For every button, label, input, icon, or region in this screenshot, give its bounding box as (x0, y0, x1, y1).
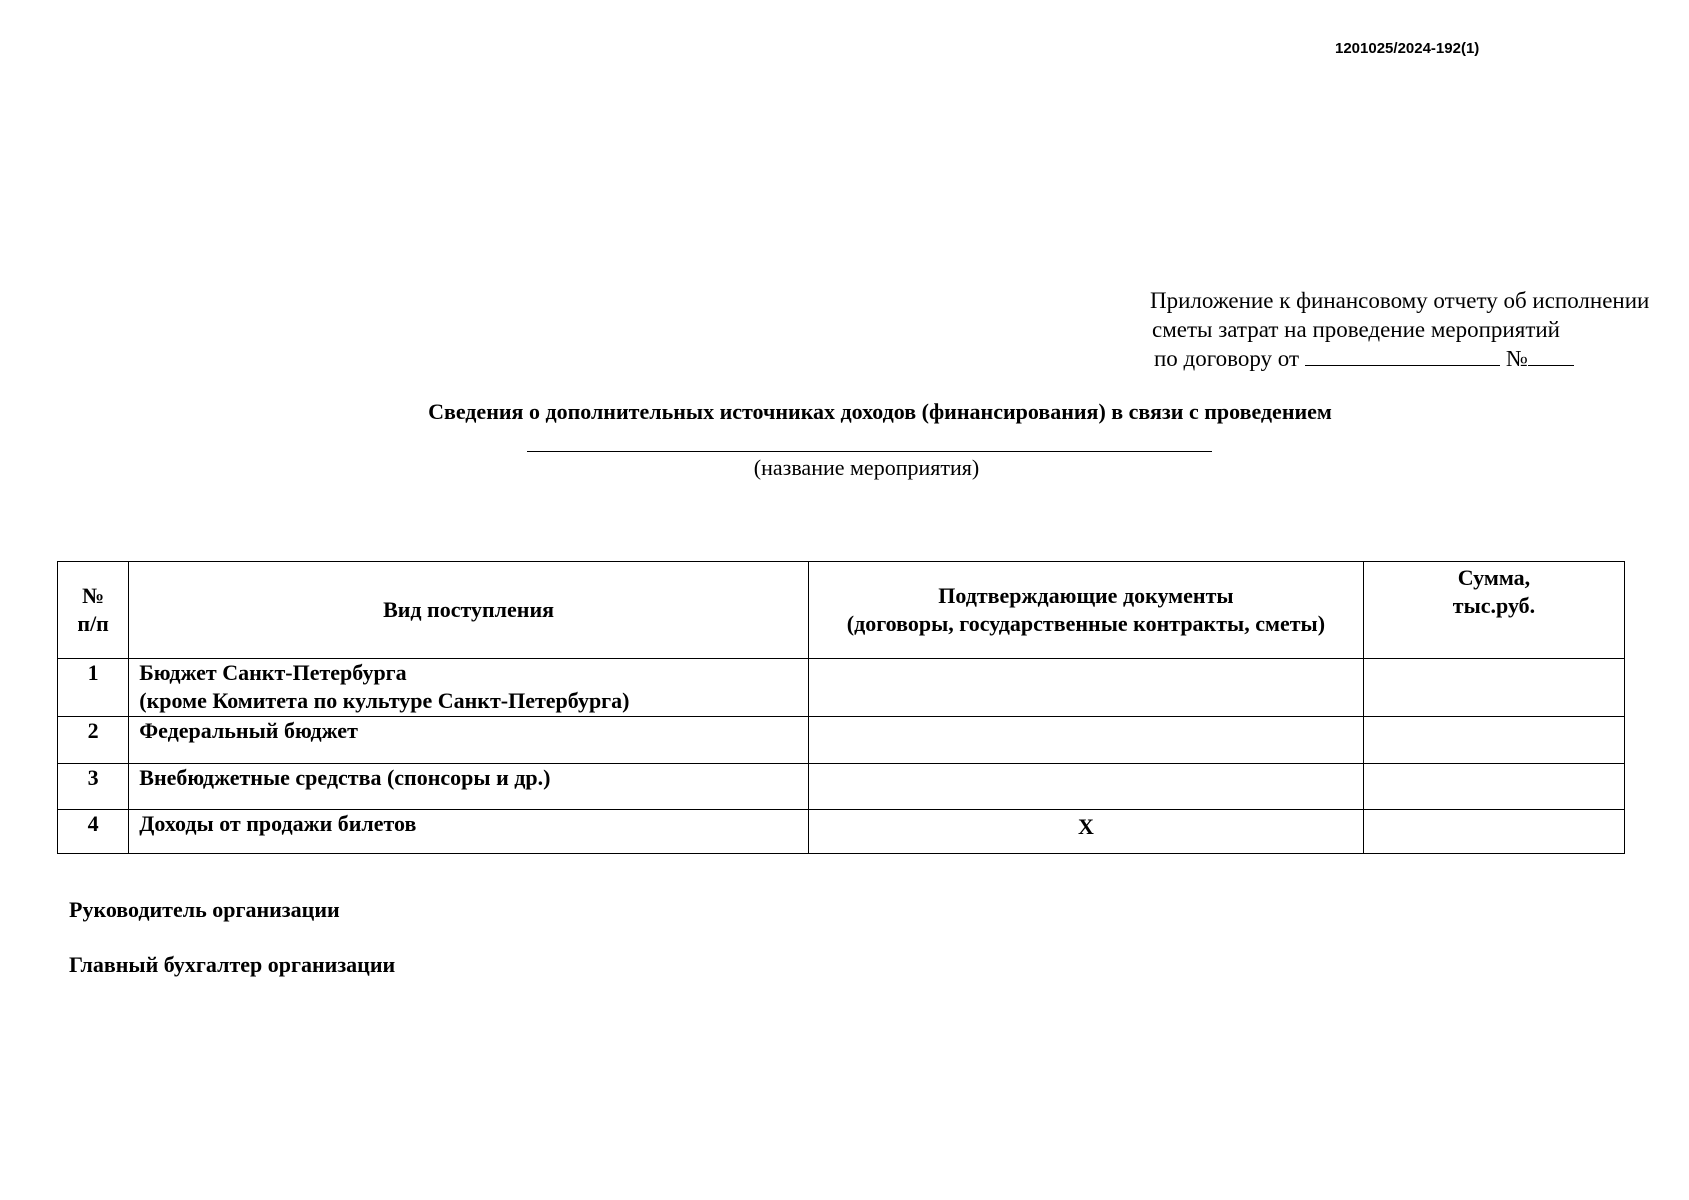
row-documents (808, 764, 1363, 810)
row-income-type (129, 717, 809, 764)
signature-chief-accountant: Главный бухгалтер организации (69, 952, 396, 977)
row-income-type-line-1: Доходы от продажи билетов (139, 811, 417, 836)
row-income-type (129, 764, 809, 810)
row-number: 4 (58, 810, 129, 854)
table-row (58, 810, 1625, 854)
table-row (58, 764, 1625, 810)
header-documents-line-1: Подтверждающие документы (938, 583, 1234, 608)
row-income-type-line-2: (кроме Комитета по культуре Санкт-Петербурга) (139, 688, 630, 713)
number-sign: № (1506, 346, 1528, 371)
row-sum (1363, 764, 1624, 810)
header-number-line-1: № (82, 583, 105, 608)
table-row (58, 717, 1625, 764)
row-number: 2 (58, 717, 129, 764)
header-sum-line-2: тыс.руб. (1452, 593, 1536, 618)
row-documents: Х (808, 810, 1363, 854)
row-sum (1363, 717, 1624, 764)
row-sum (1363, 659, 1624, 717)
appendix-line-2: сметы затрат на проведение мероприятий (1152, 317, 1560, 342)
document-id: 1201025/2024-192(1) (1335, 40, 1480, 57)
row-documents (808, 659, 1363, 717)
header-sum-line-1: Сумма, (1457, 565, 1531, 590)
appendix-line-3 (1150, 344, 1649, 373)
row-number: 3 (58, 764, 129, 810)
row-documents (808, 717, 1363, 764)
row-income-type-line-1: Федеральный бюджет (139, 718, 358, 743)
contract-number-blank (1528, 345, 1574, 366)
row-number: 1 (58, 659, 129, 717)
row-income-type (129, 659, 809, 717)
table-row (58, 659, 1625, 717)
header-number-line-2: п/п (77, 611, 109, 636)
event-name-caption: (название мероприятия) (753, 455, 980, 480)
appendix-note (1150, 286, 1649, 373)
header-documents (808, 562, 1363, 659)
header-sum (1363, 562, 1624, 659)
row-income-type (129, 810, 809, 854)
row-income-type-line-1: Бюджет Санкт-Петербурга (139, 660, 407, 685)
appendix-line-1: Приложение к финансовому отчету об исполнении (1150, 288, 1650, 313)
table-header-row (58, 562, 1625, 659)
event-name-blank (527, 451, 1212, 452)
row-income-type-line-1: Внебюджетные средства (спонсоры и др.) (139, 765, 551, 790)
contract-date-blank (1305, 345, 1500, 366)
contract-from-label: по договору от (1154, 346, 1300, 371)
header-documents-line-2: (договоры, государственные контракты, сметы) (846, 611, 1326, 636)
row-sum (1363, 810, 1624, 854)
header-income-type: Вид поступления (129, 562, 809, 659)
header-number (58, 562, 129, 659)
signature-head-of-organization: Руководитель организации (69, 897, 340, 922)
document-title: Сведения о дополнительных источниках доходов (финансирования) в связи с проведением (428, 399, 1332, 424)
income-sources-table (57, 561, 1625, 854)
